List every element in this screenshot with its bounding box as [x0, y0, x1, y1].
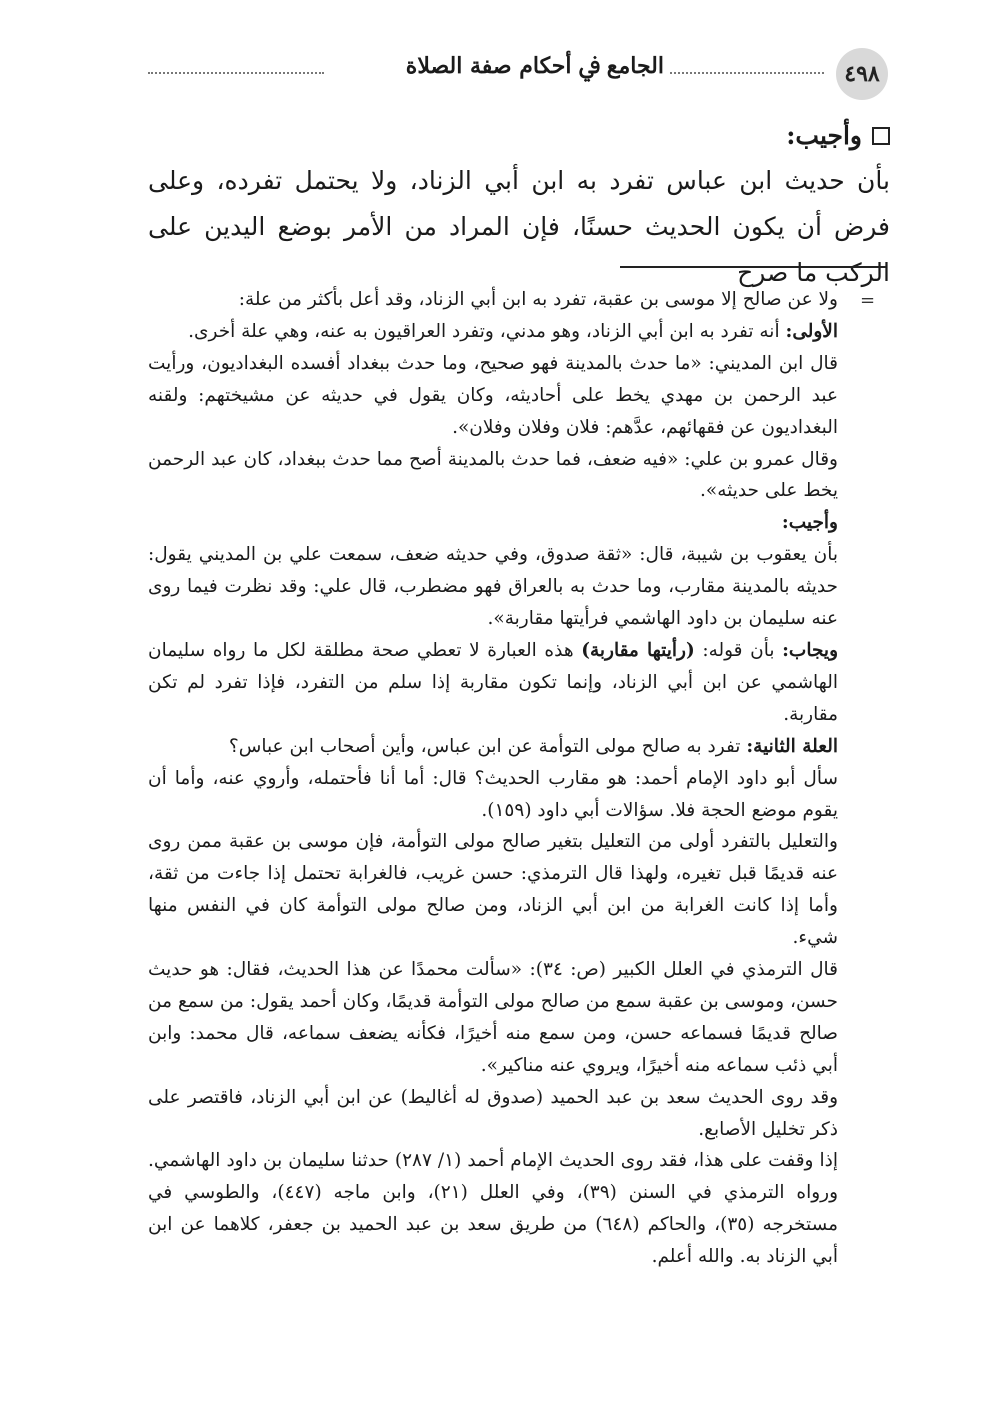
footnote-paragraph: سأل أبو داود الإمام أحمد: هو مقارب الحديث؟ قال: أما أنا فأحتمله، وأروي عنه، وأما أن يقوم موضع الحجة فلا. سؤالات أبي داود (١٥٩). — [148, 767, 838, 821]
footnote-paragraph: وقال عمرو بن علي: «فيه ضعف، فما حدث بالمدينة أصح مما حدث ببغداد، كان عبد الرحمن يخط على حديثه». — [148, 448, 838, 502]
footnote-paragraph — [148, 507, 838, 539]
footnote-label: العلة الثانية: — [746, 735, 838, 757]
main-text — [148, 116, 890, 296]
footnote-continuation-marker: = — [860, 290, 876, 311]
footnote-paragraph: إذا وقفت على هذا، فقد روى الحديث الإمام أحمد (١/ ٢٨٧) حدثنا سليمان بن داود الهاشمي. ورواه الترمذي في السنن (٣٩)، وفي العلل (٢١)، وابن ماجه (٤٤٧)، والطوسي في مستخرجه (٣٥)، والحاكم (٦٤٨) من طريق سعد بن عبد الحميد بن جعفر، كلاهما عن ابن أبي الزناد به. والله أعلم. — [148, 1150, 839, 1268]
footnote-text: أنه تفرد به ابن أبي الزناد، وهو مدني، وتفرد العراقيون به عنه، وهي علة أخرى. — [188, 320, 786, 342]
footnote-paragraph: قال ابن المديني: «ما حدث بالمدينة فهو صحيح، وما حدث ببغداد أفسده البغداديون، ورأيت عبد الرحمن بن مهدي يخط على أحاديثه، وكان يقول في حديثه عن مشيختهم: ولقنه البغداديون عن فقهائهم، عدَّهم: فلان وفلان وفلان». — [148, 352, 838, 438]
footnote-label: وأجيب: — [781, 512, 838, 534]
footnote-text: هذه العبارة لا تعطي صحة مطلقة لكل ما رواه سليمان الهاشمي عن ابن أبي الزناد، وإنما تكون مقاربة إذا سلم من التفرد، فإذا تفرد لم تكن مقاربة. — [148, 639, 838, 725]
footnote-text: بأن قوله: — [694, 639, 783, 661]
footnote-paragraph: وقد روى الحديث سعد بن عبد الحميد (صدوق له أغاليط) عن ابن أبي الزناد، فاقتصر على ذكر تخليل الأصابع. — [148, 1086, 838, 1140]
main-heading — [148, 116, 890, 156]
footnote-paragraph: بأن يعقوب بن شيبة، قال: «ثقة صدوق، وفي حديثه ضعف، سمعت علي بن المديني يقول: حديثه بالمدينة مقارب، وما حدث به بالعراق فهو مضطرب، قال علي: وقد نظرت فيما روى عنه سليمان بن داود الهاشمي فرأيتها مقاربة». — [148, 544, 838, 630]
footnote-paragraph — [148, 316, 838, 348]
running-title-bold: الجامع — [606, 53, 664, 79]
footnote-separator — [620, 266, 886, 268]
page-number: ٤٩٨ — [836, 48, 888, 100]
running-title — [406, 52, 664, 79]
running-title-rest: أحكام صفة الصلاة — [405, 53, 572, 79]
footnote-paragraph: ولا عن صالح إلا موسى بن عقبة، تفرد به ابن أبي الزناد، وقد أعل بأكثر من علة: — [238, 289, 838, 310]
header-dotted-leader-left — [148, 66, 324, 74]
footnote-paragraph: قال الترمذي في العلل الكبير (ص: ٣٤): «سألت محمدًا عن هذا الحديث، فقال: هو حديث حسن، وموسى بن عقبة سمع من صالح مولى التوأمة قديمًا، وكان أحمد يقول: من سمع من صالح قديمًا فسماعه حسن، ومن سمع منه أخيرًا، فكأنه يضعف سماعه، قال محمد: وابن أبي ذئب سماعه منه أخيرًا، ويروي عنه مناكير». — [148, 959, 839, 1076]
footnote-emphasis: (رأيتها مقاربة) — [581, 639, 695, 661]
footnote-paragraph — [148, 635, 838, 731]
footnote-paragraph — [148, 731, 838, 763]
header-dotted-leader-right — [670, 66, 824, 74]
footnote-label: ويجاب: — [782, 639, 839, 661]
main-heading-text: وأجيب: — [786, 121, 862, 150]
main-paragraph: بأن حديث ابن عباس تفرد به ابن أبي الزناد، ولا يحتمل تفرده، وعلى فرض أن يكون الحديث حسنًا، فإن المراد من الأمر بوضع اليدين على الركب ما صرح — [148, 166, 890, 287]
footnotes — [148, 284, 838, 1273]
checkbox-square-icon — [872, 127, 890, 145]
footnote-paragraph: والتعليل بالتفرد أولى من التعليل بتغير صالح مولى التوأمة، فإن موسى بن عقبة ممن روى عنه قديمًا قبل تغيره، ولهذا قال الترمذي: حسن غريب، فالغرابة تحتمل إذا جاءت من ثقة، وأما إذا كانت الغرابة من ابن أبي الزناد، ومن صالح مولى التوأمة كان في النفس منها شيء. — [148, 831, 838, 949]
page-header — [148, 48, 890, 98]
footnote-label: الأولى: — [785, 320, 838, 342]
footnote-text: تفرد به صالح مولى التوأمة عن ابن عباس، وأين أصحاب ابن عباس؟ — [228, 735, 747, 757]
running-title-connector: ﰲ — [578, 53, 600, 79]
